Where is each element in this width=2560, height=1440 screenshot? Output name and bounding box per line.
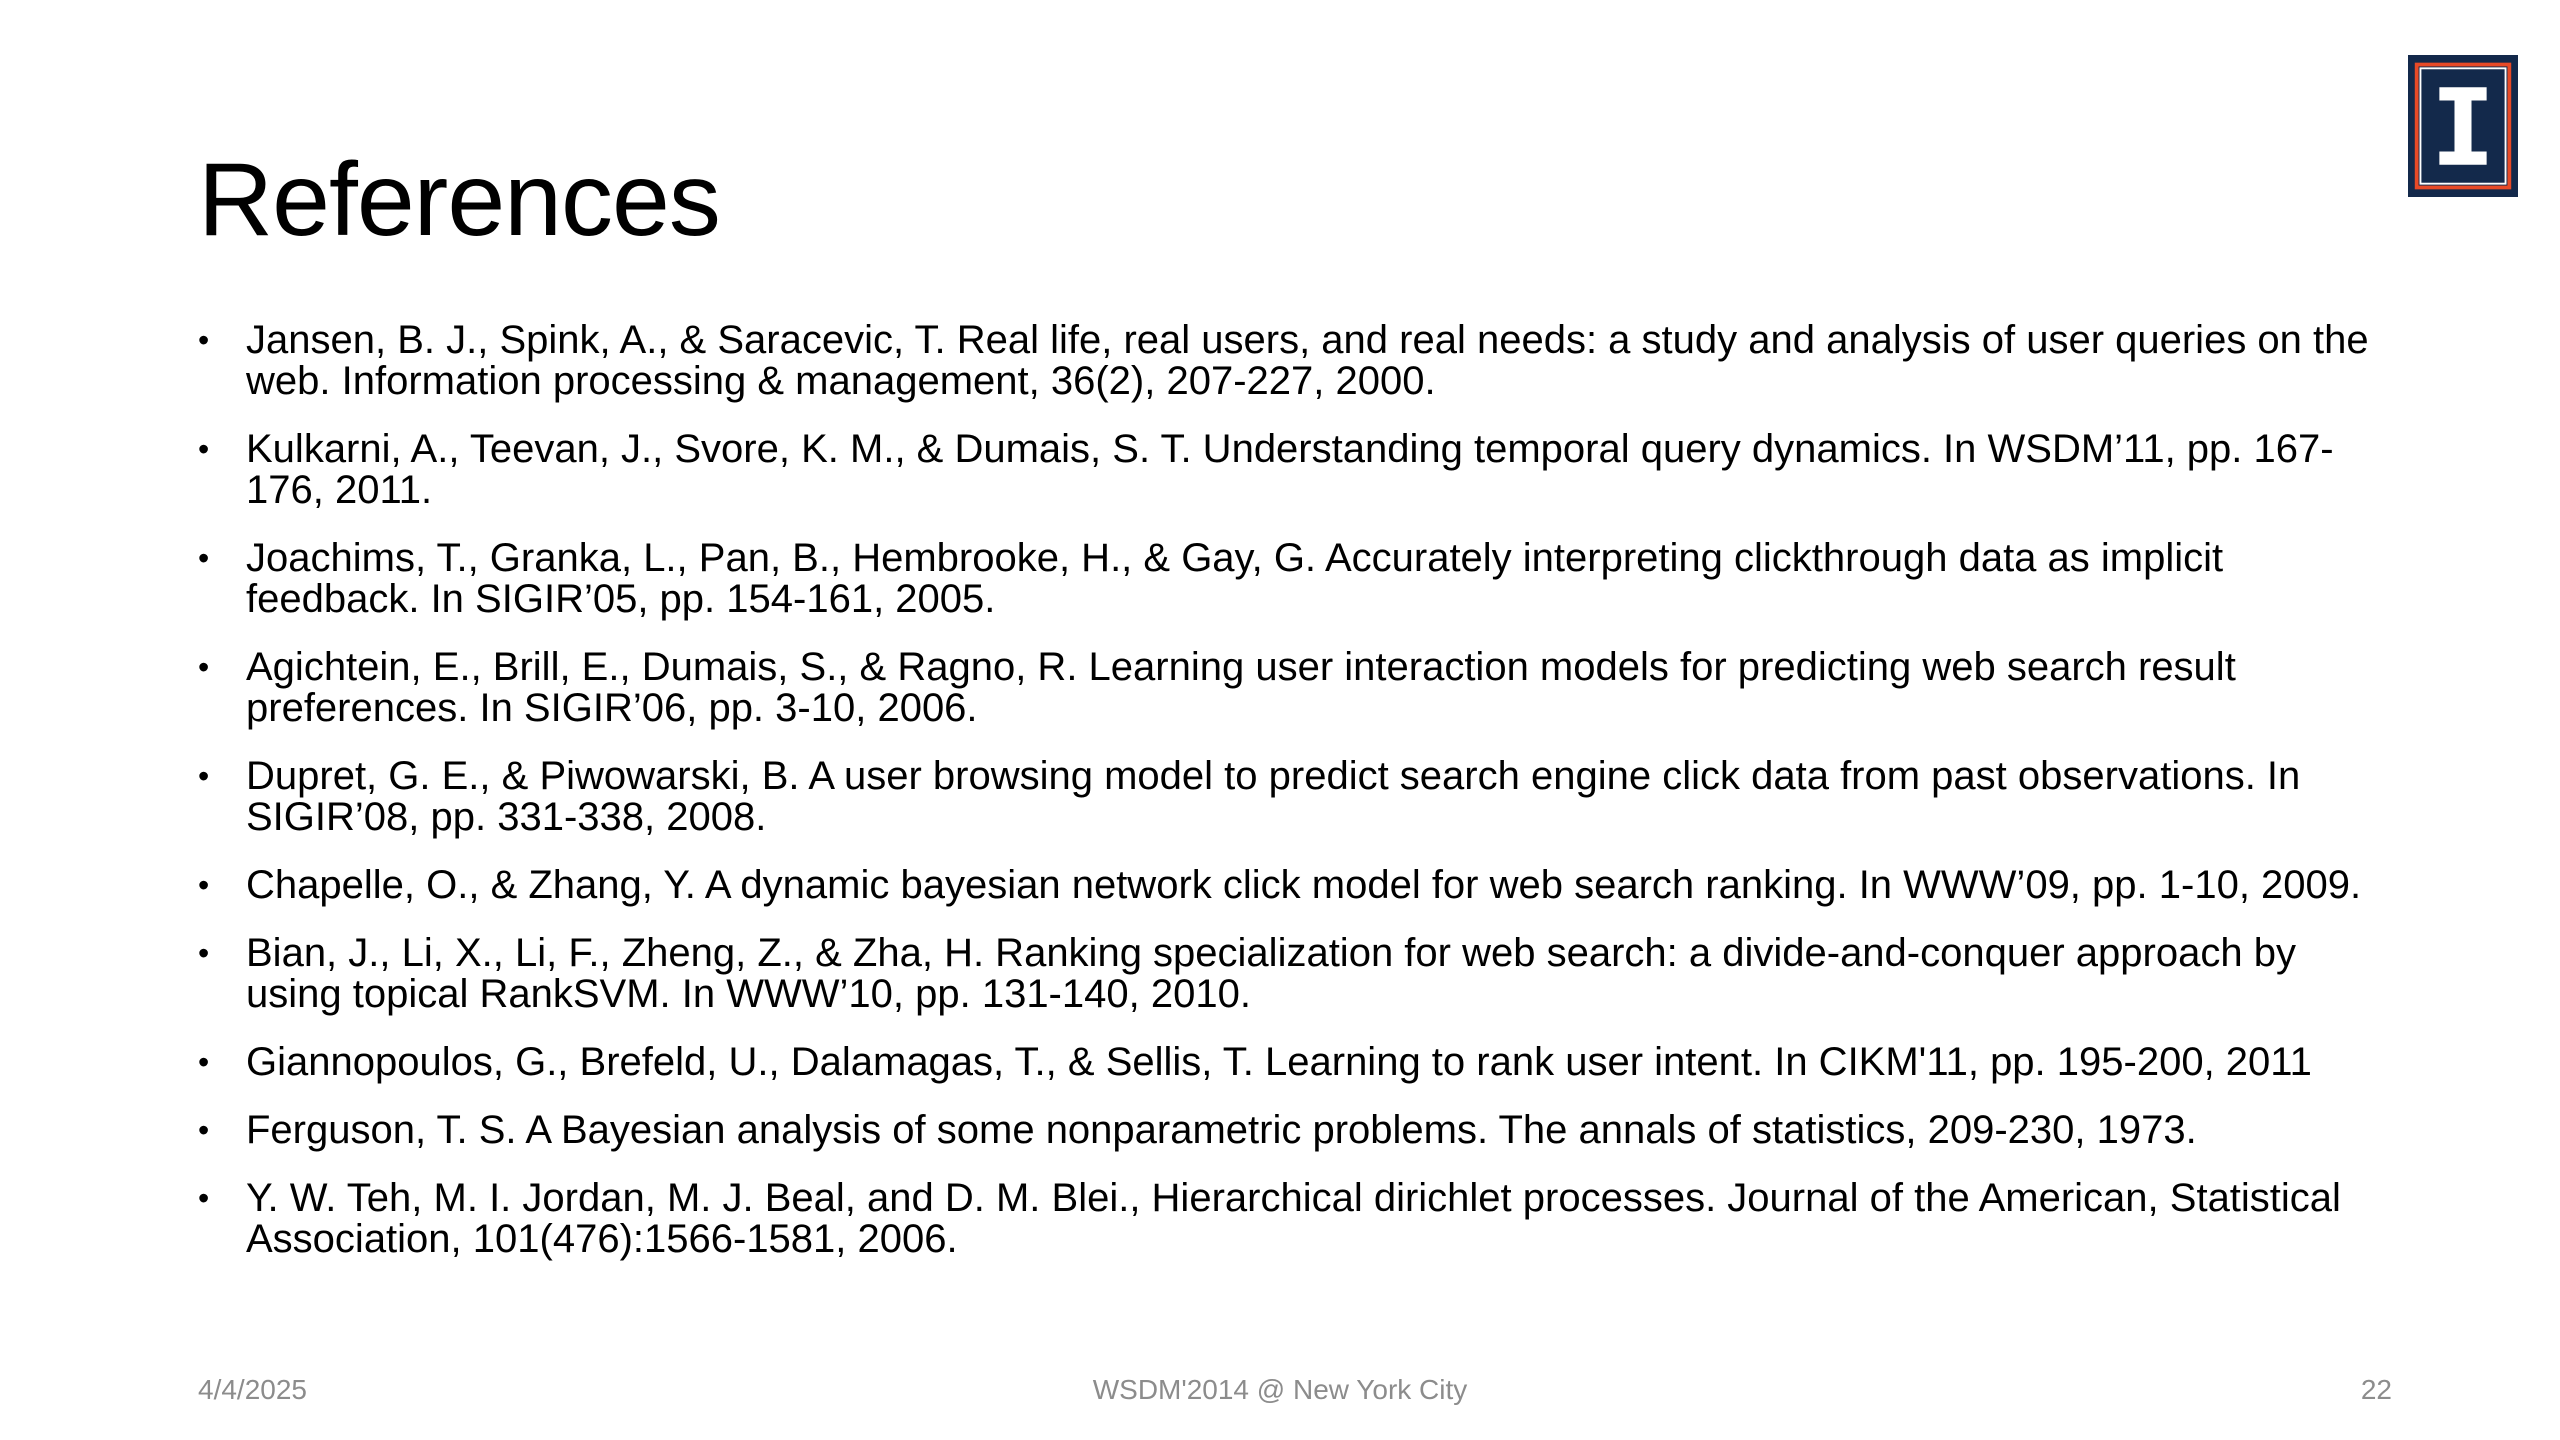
bullet-icon: • xyxy=(198,431,210,467)
reference-text: Chapelle, O., & Zhang, Y. A dynamic bayesian network click model for web search ranking. In WWW’09, pp. 1-10, 2009. xyxy=(246,863,2362,907)
bullet-icon: • xyxy=(198,540,210,576)
footer-page-number: 22 xyxy=(2360,1374,2392,1405)
reference-item xyxy=(198,320,2398,402)
reference-item xyxy=(198,647,2398,729)
reference-text: Ferguson, T. S. A Bayesian analysis of some nonparametric problems. The annals of statistics, 209-230, 1973. xyxy=(246,1108,2197,1152)
reference-text: Kulkarni, A., Teevan, J., Svore, K. M., & Dumais, S. T. Understanding temporal query dynamics. In WSDM’11, pp. 167-176, 2011. xyxy=(246,427,2334,512)
footer-event: WSDM'2014 @ New York City xyxy=(1092,1374,1468,1405)
bullet-icon: • xyxy=(198,867,210,903)
reference-text: Bian, J., Li, X., Li, F., Zheng, Z., & Zha, H. Ranking specialization for web search: a divide-and-conquer approach by using topical RankSVM. In WWW’10, pp. 131-140, 2010. xyxy=(246,931,2296,1016)
bullet-icon: • xyxy=(198,1180,210,1216)
bullet-icon: • xyxy=(198,322,210,358)
reference-text: Jansen, B. J., Spink, A., & Saracevic, T. Real life, real users, and real needs: a study and analysis of user queries on the web. Information processing & management, 36(2), 207-227, 2000. xyxy=(246,318,2369,403)
bullet-icon: • xyxy=(198,1044,210,1080)
bullet-icon: • xyxy=(198,649,210,685)
reference-item xyxy=(198,933,2398,1015)
reference-item xyxy=(198,1042,2398,1083)
bullet-icon: • xyxy=(198,758,210,794)
reference-item xyxy=(198,538,2398,620)
reference-list xyxy=(198,320,2398,1287)
reference-text: Agichtein, E., Brill, E., Dumais, S., & Ragno, R. Learning user interaction models for predicting web search result preferences. In SIGIR’06, pp. 3-10, 2006. xyxy=(246,645,2236,730)
bullet-icon: • xyxy=(198,935,210,971)
slide-title: References xyxy=(198,142,720,258)
reference-text: Giannopoulos, G., Brefeld, U., Dalamagas, T., & Sellis, T. Learning to rank user intent. In CIKM'11, pp. 195-200, 2011 xyxy=(246,1040,2312,1084)
reference-item xyxy=(198,1110,2398,1151)
reference-item xyxy=(198,865,2398,906)
reference-text: Joachims, T., Granka, L., Pan, B., Hembrooke, H., & Gay, G. Accurately interpreting clickthrough data as implicit feedback. In SIGIR’05, pp. 154-161, 2005. xyxy=(246,536,2224,621)
reference-item xyxy=(198,756,2398,838)
university-logo-icon xyxy=(2408,55,2518,197)
reference-text: Y. W. Teh, M. I. Jordan, M. J. Beal, and D. M. Blei., Hierarchical dirichlet processes. Journal of the American, Statistical Association, 101(476):1566-1581, 2006. xyxy=(246,1176,2341,1261)
reference-item xyxy=(198,429,2398,511)
footer-date: 4/4/2025 xyxy=(198,1374,307,1405)
reference-item xyxy=(198,1178,2398,1260)
reference-text: Dupret, G. E., & Piwowarski, B. A user browsing model to predict search engine click data from past observations. In SIGIR’08, pp. 331-338, 2008. xyxy=(246,754,2301,839)
bullet-icon: • xyxy=(198,1112,210,1148)
